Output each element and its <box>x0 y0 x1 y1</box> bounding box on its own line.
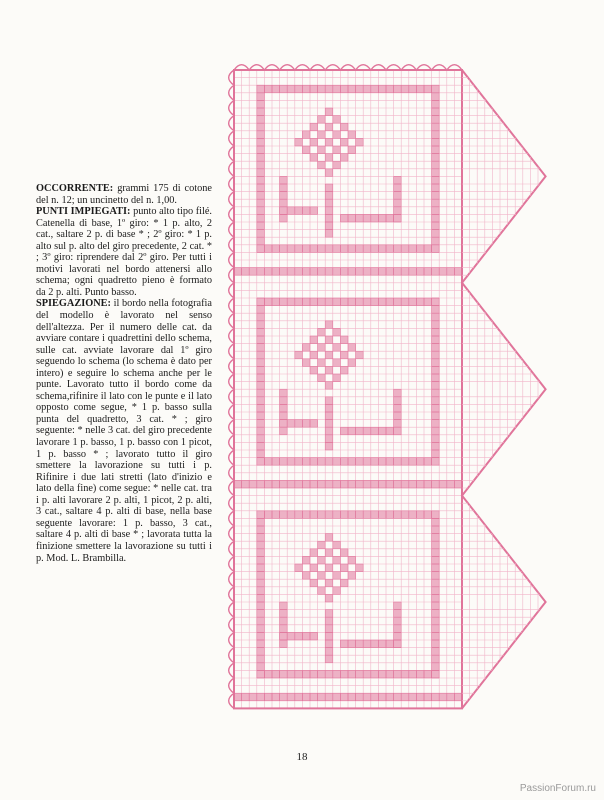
chart-grid <box>234 70 462 708</box>
filet-crochet-chart <box>222 58 554 744</box>
occorrente-text: grammi 175 di cotone del n. 12; un uncinetto del n. 1,00. <box>36 183 212 206</box>
points-grid <box>462 78 540 701</box>
watermark: PassionForum.ru <box>519 783 596 794</box>
punti-paragraph <box>36 206 212 298</box>
occorrente-label: OCCORRENTE: <box>36 183 114 194</box>
grid-lines <box>234 70 462 708</box>
spiegazione-text: il bordo nella fotografia del modello è lavorato nel senso dell'altezza. Per il numero delle cat. da avviare contare i quadrettini dello schema, sulle cat. avviate lavorare dal 1º giro seguendo lo schema (lo schema è dato per intero) e seguire lo schema anche per le punte. Lavorato tutto il bordo come da schema,rifinire il lato con le punte e il lato opposto come segue, * 1 p. basso sulla punta del quadretto, 3 cat. * ; giro seguente: * nelle 3 cat. del giro precedente lavorare 1 p. basso, 1 p. basso con 1 picot, 1 p. basso * ; lavorato tutto il giro smettere la lavorazione su tutti i p. Rifinire i due lati stretti (lato d'inizio e lato della fine) come segue: * nelle cat. tra i p. alti lavorare 2 p. alti, 1 picot, 2 p. alti, 3 cat., saltare 4 p. alti di base, nella base seguente lavorare: 1 p. basso, 3 cat., saltare 4 p. alti di base * ; lavorata tutta la finizione smettere la lavorazione su tutti i p. Mod. L. Brambilla. <box>36 298 212 564</box>
spiegazione-paragraph <box>36 298 212 564</box>
occorrente-paragraph <box>36 183 212 206</box>
instructions-text <box>36 183 212 564</box>
page-number: 18 <box>296 751 308 763</box>
punti-text: punto alto tipo filé. Catenella di base, 1º giro: * 1 p. alto, 2 cat., saltare 2 p. di base * ; 2º giro: * 1 p. alto sul p. alto del giro precedente, 2 cat. * ; 3º giro: riprendere dal 2º giro. Per tutti i motivi lavorati nel bordo attenersi allo schema; ogni quadretto pieno è formato da 2 p. alti. Punto basso. <box>36 206 213 298</box>
punti-label: PUNTI IMPIEGATI: <box>36 206 131 218</box>
spiegazione-label: SPIEGAZIONE: <box>36 298 111 310</box>
points-outline <box>462 70 546 708</box>
